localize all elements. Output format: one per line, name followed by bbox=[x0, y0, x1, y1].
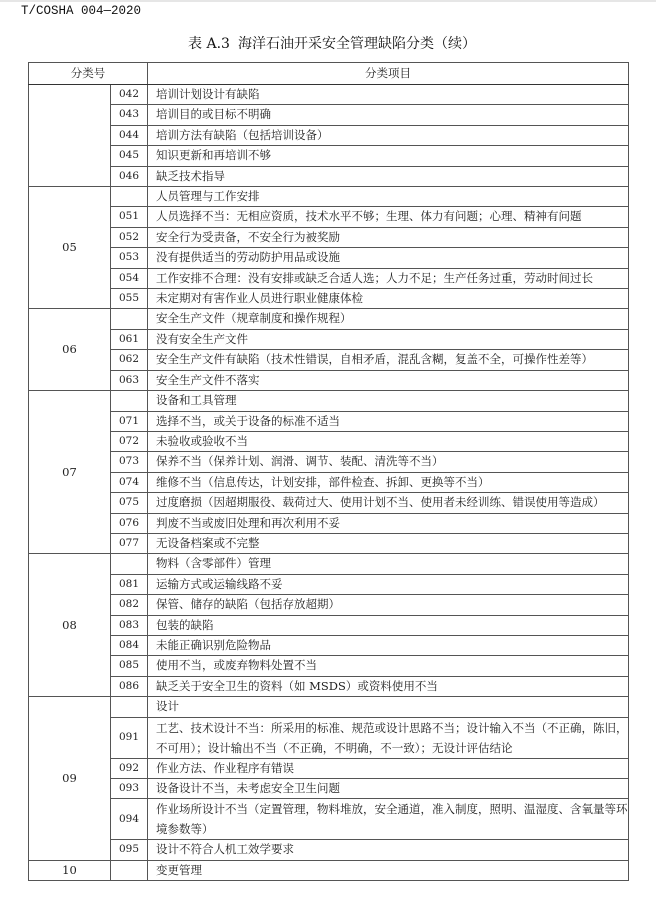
item-text: 安全行为受责备，不安全行为被奖励 bbox=[148, 227, 629, 247]
table-row bbox=[29, 493, 629, 513]
item-text: 维修不当（信息传达，计划安排，部件检查、拆卸、更换等不当） bbox=[148, 472, 629, 492]
item-code: 084 bbox=[111, 635, 148, 655]
item-code: 042 bbox=[111, 85, 148, 105]
item-code: 054 bbox=[111, 268, 148, 288]
item-text: 设计不符合人机工效学要求 bbox=[148, 840, 629, 860]
item-code: 075 bbox=[111, 493, 148, 513]
item-text: 作业场所设计不当（定置管理，物料堆放，安全通道，准入制度，照明、温湿度、含氧量等环境参数等） bbox=[148, 799, 629, 840]
item-code: 045 bbox=[111, 146, 148, 166]
table-row bbox=[29, 799, 629, 840]
item-text: 培训方法有缺陷（包括培训设备） bbox=[148, 125, 629, 145]
table-row bbox=[29, 595, 629, 615]
table-row bbox=[29, 840, 629, 860]
item-code: 095 bbox=[111, 840, 148, 860]
table-row bbox=[29, 779, 629, 799]
table-row bbox=[29, 146, 629, 166]
table-row bbox=[29, 309, 629, 329]
table-row bbox=[29, 125, 629, 145]
page-top-border bbox=[0, 0, 656, 2]
item-text: 人员选择不当：无相应资质，技术水平不够；生理、体力有问题；心理、精神有问题 bbox=[148, 207, 629, 227]
table-row bbox=[29, 105, 629, 125]
table-row bbox=[29, 472, 629, 492]
item-code: 046 bbox=[111, 166, 148, 186]
table-title bbox=[0, 33, 656, 53]
item-text: 无设备档案或不完整 bbox=[148, 533, 629, 553]
item-code: 077 bbox=[111, 533, 148, 553]
header-item: 分类项目 bbox=[148, 63, 629, 85]
item-code: 052 bbox=[111, 227, 148, 247]
item-code: 091 bbox=[111, 717, 148, 758]
group-code: 09 bbox=[29, 697, 111, 861]
table-row bbox=[29, 268, 629, 288]
item-code: 085 bbox=[111, 656, 148, 676]
item-text: 过度磨损（因超期服役、载荷过大、使用计划不当、使用者未经训练、错误使用等造成） bbox=[148, 493, 629, 513]
item-text: 设备设计不当，未考虑安全卫生问题 bbox=[148, 779, 629, 799]
item-text: 设计 bbox=[148, 697, 629, 717]
item-text: 保养不当（保养计划、润滑、调节、装配、清洗等不当） bbox=[148, 452, 629, 472]
item-code: 081 bbox=[111, 574, 148, 594]
table-row bbox=[29, 431, 629, 451]
table-row bbox=[29, 615, 629, 635]
item-text: 工作安排不合理：没有安排或缺乏合适人选；人力不足；生产任务过重，劳动时间过长 bbox=[148, 268, 629, 288]
item-code: 071 bbox=[111, 411, 148, 431]
item-text: 保管、储存的缺陷（包括存放超期） bbox=[148, 595, 629, 615]
item-text: 使用不当，或废弃物料处置不当 bbox=[148, 656, 629, 676]
item-text: 缺乏技术指导 bbox=[148, 166, 629, 186]
item-code: 093 bbox=[111, 779, 148, 799]
table-row bbox=[29, 635, 629, 655]
table-row bbox=[29, 533, 629, 553]
item-code: 062 bbox=[111, 350, 148, 370]
item-code: 092 bbox=[111, 758, 148, 778]
item-code: 072 bbox=[111, 431, 148, 451]
item-text: 未定期对有害作业人员进行职业健康体检 bbox=[148, 289, 629, 309]
item-text: 未能正确识别危险物品 bbox=[148, 635, 629, 655]
item-text: 工艺、技术设计不当：所采用的标准、规范或设计思路不当；设计输入不当（不正确，陈旧，不可用）；设计输出不当（不正确，不明确，不一致）；无设计评估结论 bbox=[148, 717, 629, 758]
item-code bbox=[111, 391, 148, 411]
item-text: 人员管理与工作安排 bbox=[148, 187, 629, 207]
item-text: 变更管理 bbox=[148, 860, 629, 880]
group-code: 06 bbox=[29, 309, 111, 391]
table-row bbox=[29, 860, 629, 880]
table-row bbox=[29, 289, 629, 309]
table-row bbox=[29, 391, 629, 411]
item-text: 选择不当，或关于设备的标准不适当 bbox=[148, 411, 629, 431]
table-row bbox=[29, 350, 629, 370]
item-text: 物料（含零部件）管理 bbox=[148, 554, 629, 574]
item-code bbox=[111, 554, 148, 574]
table-row bbox=[29, 370, 629, 390]
item-code bbox=[111, 860, 148, 880]
classification-table bbox=[28, 62, 629, 881]
item-text: 安全生产文件不落实 bbox=[148, 370, 629, 390]
item-code: 073 bbox=[111, 452, 148, 472]
item-text: 安全生产文件（规章制度和操作规程） bbox=[148, 309, 629, 329]
item-code: 094 bbox=[111, 799, 148, 840]
table-row bbox=[29, 574, 629, 594]
item-code: 063 bbox=[111, 370, 148, 390]
item-text: 作业方法、作业程序有错误 bbox=[148, 758, 629, 778]
item-code: 053 bbox=[111, 248, 148, 268]
table-row bbox=[29, 248, 629, 268]
table-title-text: 海洋石油开采安全管理缺陷分类（续） bbox=[237, 36, 476, 52]
item-text: 知识更新和再培训不够 bbox=[148, 146, 629, 166]
document-number: T/COSHA 004—2020 bbox=[21, 4, 142, 18]
table-row bbox=[29, 697, 629, 717]
group-code: 10 bbox=[29, 860, 111, 880]
item-text: 没有安全生产文件 bbox=[148, 329, 629, 349]
item-text: 没有提供适当的劳动防护用品或设施 bbox=[148, 248, 629, 268]
item-text: 包装的缺陷 bbox=[148, 615, 629, 635]
table-row bbox=[29, 554, 629, 574]
table-row bbox=[29, 207, 629, 227]
group-code: 08 bbox=[29, 554, 111, 697]
item-code: 074 bbox=[111, 472, 148, 492]
table-row bbox=[29, 329, 629, 349]
table-row bbox=[29, 452, 629, 472]
group-code: 05 bbox=[29, 187, 111, 309]
item-code bbox=[111, 309, 148, 329]
item-text: 设备和工具管理 bbox=[148, 391, 629, 411]
item-code bbox=[111, 187, 148, 207]
table-row bbox=[29, 187, 629, 207]
item-text: 判废不当或废旧处理和再次利用不妥 bbox=[148, 513, 629, 533]
item-code: 086 bbox=[111, 676, 148, 696]
table-row bbox=[29, 85, 629, 105]
item-code: 076 bbox=[111, 513, 148, 533]
table-row bbox=[29, 166, 629, 186]
item-code: 061 bbox=[111, 329, 148, 349]
item-text: 缺乏关于安全卫生的资料（如 MSDS）或资料使用不当 bbox=[148, 676, 629, 696]
table-label: 表 A.3 bbox=[188, 36, 230, 52]
item-text: 培训目的或目标不明确 bbox=[148, 105, 629, 125]
item-code: 044 bbox=[111, 125, 148, 145]
item-code: 083 bbox=[111, 615, 148, 635]
table-row bbox=[29, 656, 629, 676]
item-text: 未验收或验收不当 bbox=[148, 431, 629, 451]
table-header-row bbox=[29, 63, 629, 85]
item-code: 082 bbox=[111, 595, 148, 615]
group-code bbox=[29, 85, 111, 187]
item-code: 043 bbox=[111, 105, 148, 125]
item-text: 安全生产文件有缺陷（技术性错误，自相矛盾，混乱含糊，复盖不全，可操作性差等） bbox=[148, 350, 629, 370]
table-row bbox=[29, 717, 629, 758]
group-code: 07 bbox=[29, 391, 111, 554]
item-code: 055 bbox=[111, 289, 148, 309]
item-text: 运输方式或运输线路不妥 bbox=[148, 574, 629, 594]
header-code: 分类号 bbox=[29, 63, 148, 85]
table-row bbox=[29, 758, 629, 778]
item-text: 培训计划设计有缺陷 bbox=[148, 85, 629, 105]
table-row bbox=[29, 676, 629, 696]
table-row bbox=[29, 411, 629, 431]
table-row bbox=[29, 513, 629, 533]
item-code bbox=[111, 697, 148, 717]
item-code: 051 bbox=[111, 207, 148, 227]
table-row bbox=[29, 227, 629, 247]
